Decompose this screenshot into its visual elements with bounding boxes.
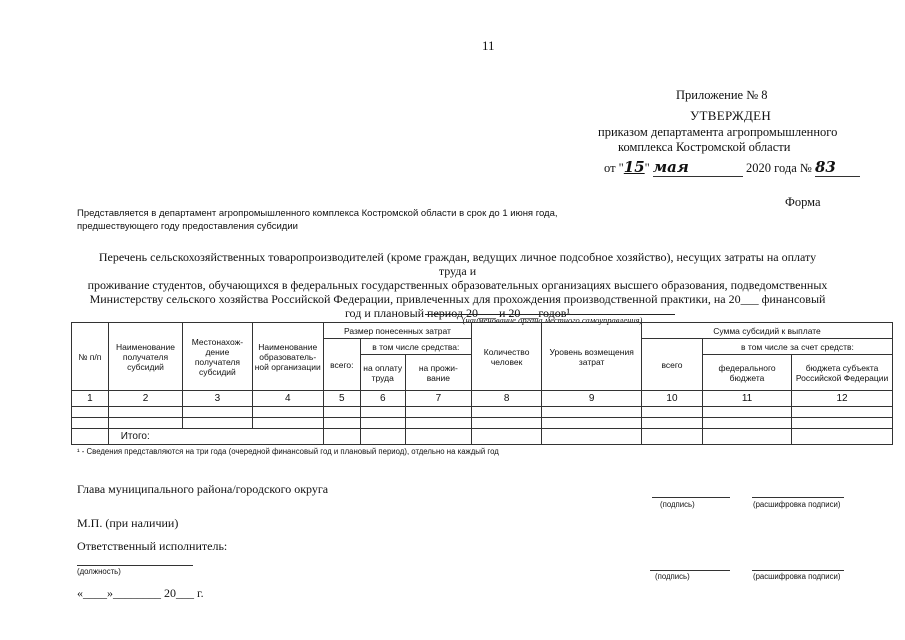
executor-signature-caption: (подпись) bbox=[655, 572, 690, 581]
title-line-1: Перечень сельскохозяйственных товаропроизводителей (кроме граждан, ведущих личное подсобное хозяйство), несущих затраты на оплату труда и bbox=[98, 250, 817, 278]
approved-label: УТВЕРЖДЕН bbox=[690, 108, 772, 123]
col-num-6: 6 bbox=[360, 391, 405, 407]
position-caption: (должность) bbox=[77, 567, 121, 576]
approved-by-line-1: приказом департамента агропромышленного bbox=[598, 125, 838, 139]
executor-label: Ответственный исполнитель: bbox=[77, 539, 228, 553]
date-prefix: от " bbox=[604, 161, 624, 175]
head-label: Глава муниципального района/городского округа bbox=[77, 482, 329, 496]
title-line-4: год и плановый период 20___ и 20___годов¹ bbox=[344, 306, 571, 320]
executor-decoding-line[interactable] bbox=[752, 570, 844, 571]
head-signature-line[interactable] bbox=[652, 497, 730, 498]
header-num: № п/п bbox=[72, 323, 109, 391]
notice-line-1: Представляется в департамент агропромышленного комплекса Костромской области в срок до 1 июня года, bbox=[77, 208, 558, 219]
title-line-3: Министерству сельского хозяйства Российской Федерации, привлеченных для прохождения производственной практики, на 20___ финансовый bbox=[89, 292, 826, 306]
head-decoding-caption: (расшифровка подписи) bbox=[753, 500, 841, 509]
col-num-9: 9 bbox=[542, 391, 642, 407]
header-living: на прожи- вание bbox=[405, 355, 471, 391]
head-decoding-line[interactable] bbox=[752, 497, 844, 498]
col-num-2: 2 bbox=[108, 391, 183, 407]
notice-line-2: предшествующего году предоставления субсидии bbox=[77, 221, 298, 232]
total-row bbox=[72, 429, 893, 445]
col-num-4: 4 bbox=[252, 391, 323, 407]
form-label: Форма bbox=[785, 195, 821, 209]
document-title bbox=[85, 250, 830, 320]
date-month: мая bbox=[653, 158, 743, 177]
executor-decoding-caption: (расшифровка подписи) bbox=[753, 572, 841, 581]
org-name-caption: (наименование органа местного самоуправления) bbox=[462, 315, 643, 325]
header-labor: на оплату труда bbox=[360, 355, 405, 391]
position-line[interactable] bbox=[77, 565, 193, 566]
date-day: 15 bbox=[623, 158, 645, 176]
header-federal: федерального бюджета bbox=[702, 355, 791, 391]
header-regional: бюджета субъекта Российской Федерации bbox=[792, 355, 893, 391]
seal-label: М.П. (при наличии) bbox=[77, 516, 179, 530]
col-num-3: 3 bbox=[183, 391, 252, 407]
header-costs-total: всего: bbox=[323, 339, 360, 391]
submission-notice bbox=[77, 207, 558, 233]
header-reimbursement-level: Уровень возмещения затрат bbox=[542, 323, 642, 391]
executor-signature-line[interactable] bbox=[650, 570, 730, 571]
header-costs-including: в том числе средства: bbox=[360, 339, 471, 355]
header-location: Местонахож- дение получателя субсидий bbox=[183, 323, 252, 391]
appendix-label: Приложение № 8 bbox=[676, 88, 768, 102]
header-payout-including: в том числе за счет средств: bbox=[702, 339, 892, 355]
page-number: 11 bbox=[482, 38, 495, 53]
title-line-2: проживание студентов, обучающихся в федеральных государственных образовательных организациях высшего образования, подведомственных bbox=[87, 278, 828, 292]
col-num-1: 1 bbox=[72, 391, 109, 407]
header-payout-total: всего bbox=[642, 339, 703, 391]
header-recipient: Наименование получателя субсидий bbox=[108, 323, 183, 391]
approval-date bbox=[604, 158, 860, 177]
head-signature-caption: (подпись) bbox=[660, 500, 695, 509]
col-num-12: 12 bbox=[792, 391, 893, 407]
date-line: «____»________ 20___ г. bbox=[77, 586, 204, 600]
subsidy-table bbox=[71, 322, 893, 445]
approved-by-line-2: комплекса Костромской области bbox=[618, 140, 791, 154]
col-num-11: 11 bbox=[702, 391, 791, 407]
col-num-5: 5 bbox=[323, 391, 360, 407]
table-row bbox=[72, 418, 893, 429]
table-row bbox=[72, 407, 893, 418]
header-payout: Сумма субсидий к выплате bbox=[642, 323, 893, 339]
header-edu-org: Наименование образователь- ной организации bbox=[252, 323, 323, 391]
column-number-row bbox=[72, 391, 893, 407]
col-num-8: 8 bbox=[471, 391, 541, 407]
col-num-10: 10 bbox=[642, 391, 703, 407]
order-number: 83 bbox=[815, 158, 860, 177]
footnote: ¹ - Сведения представляются на три года (очередной финансовый год и плановый период), отдельно на каждый год bbox=[77, 447, 499, 456]
date-quote: " bbox=[644, 161, 650, 175]
date-year-text: 2020 года № bbox=[746, 161, 812, 175]
col-num-7: 7 bbox=[405, 391, 471, 407]
header-people-count: Количество человек bbox=[471, 323, 541, 391]
header-costs: Размер понесенных затрат bbox=[323, 323, 471, 339]
total-label: Итого: bbox=[108, 429, 323, 445]
